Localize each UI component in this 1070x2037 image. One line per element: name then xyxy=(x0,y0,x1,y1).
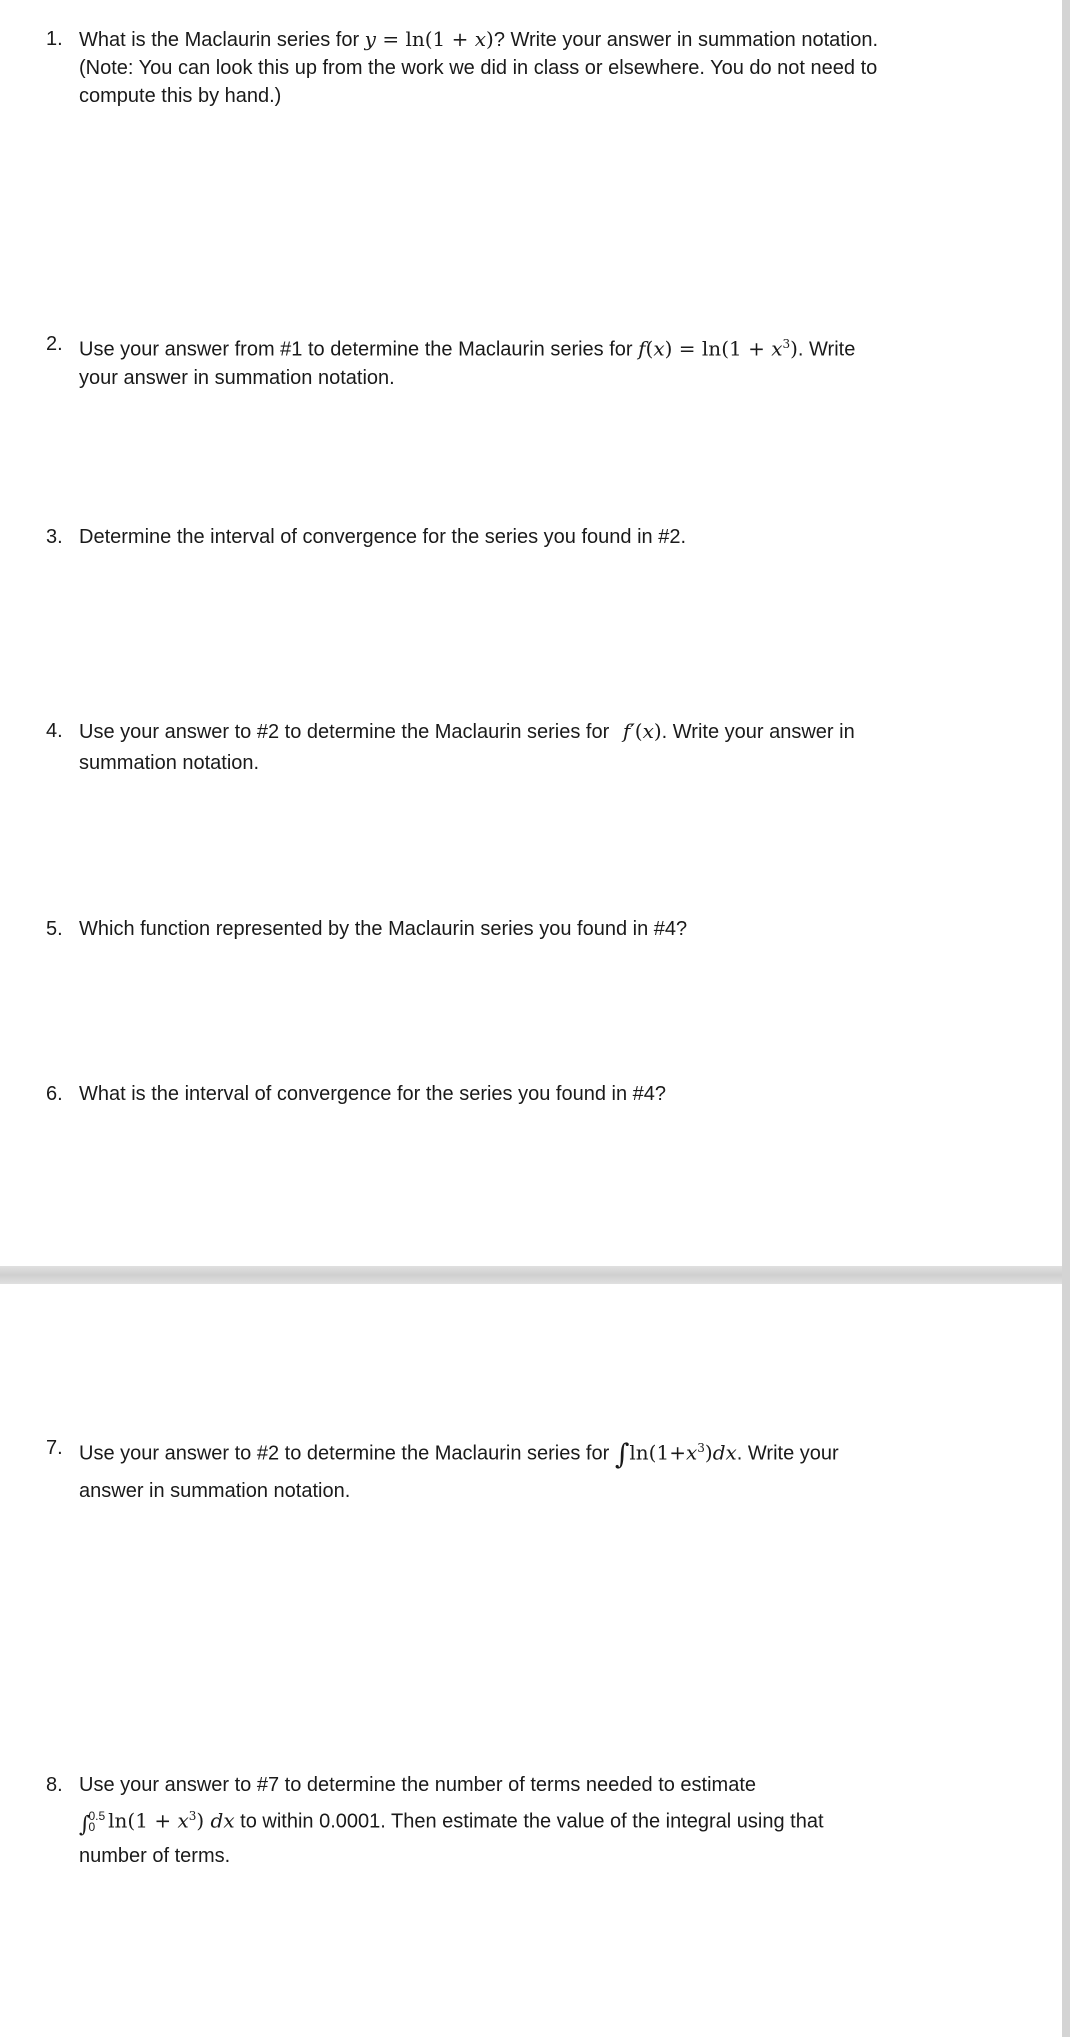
question-text: What is the Maclaurin series for y = ln(1 + x)? Write your answer in summation notation. (Note: You can look this up from the work we did in class or elsewhere. You do not need to compute this by hand.) xyxy=(79,27,879,107)
math-expression: = ln(1 + xyxy=(375,27,475,51)
worksheet-page-2 xyxy=(0,1284,1062,2037)
math-variable: x xyxy=(474,27,486,51)
upper-limit: 0.5 xyxy=(88,1809,106,1824)
question-4 xyxy=(46,716,946,779)
question-7 xyxy=(46,1430,946,1509)
question-3 xyxy=(46,523,946,551)
question-text: Use your answer to #2 to determine the Maclaurin series for $\int\ln(1+x^3)dx$. Write your answer in summation notation. xyxy=(79,1437,839,1502)
question-text: What is the interval of convergence for the series you found in #4? xyxy=(79,1083,667,1105)
question-8 xyxy=(46,1770,946,1872)
question-text: Use your answer to #7 to determine the number of terms needed to estimate ∫ 0.5 0 $\ln(1 + x^3)$ dx to within 0.0001. Then estimate the value of the integral using that number of terms. xyxy=(79,1774,824,1867)
math-function: f′ xyxy=(622,719,635,743)
integral-sign: ∫ xyxy=(614,1437,630,1471)
question-number: 3. xyxy=(46,526,63,548)
question-text: Use your answer from #1 to determine the Maclaurin series for $f(x) = \ln(1 + x^3)$. Write your answer in summation notation. xyxy=(79,336,856,389)
math-variable: y xyxy=(364,27,376,51)
lower-limit: 0 xyxy=(88,1820,96,1835)
question-number: 6. xyxy=(46,1083,63,1105)
question-5 xyxy=(46,915,946,943)
integral-limits xyxy=(88,1811,105,1833)
question-number: 8. xyxy=(46,1774,63,1796)
question-2 xyxy=(46,330,946,392)
page-separator xyxy=(0,1266,1062,1284)
math-function: f xyxy=(638,336,646,361)
question-number: 1. xyxy=(46,28,63,50)
question-text: Determine the interval of convergence for the series you found in #2. xyxy=(79,526,687,548)
question-number: 4. xyxy=(46,720,63,742)
question-1 xyxy=(46,25,946,110)
question-6 xyxy=(46,1080,946,1108)
scroll-edge xyxy=(1062,0,1070,2037)
question-number: 2. xyxy=(46,333,63,355)
integral-sign: ∫ xyxy=(79,1812,91,1838)
question-number: 7. xyxy=(46,1437,63,1459)
question-text: Use your answer to #2 to determine the Maclaurin series for f′(x). Write your answer in summation notation. xyxy=(79,719,855,774)
question-number: 5. xyxy=(46,918,63,940)
question-text: Which function represented by the Maclaurin series you found in #4? xyxy=(79,918,688,940)
